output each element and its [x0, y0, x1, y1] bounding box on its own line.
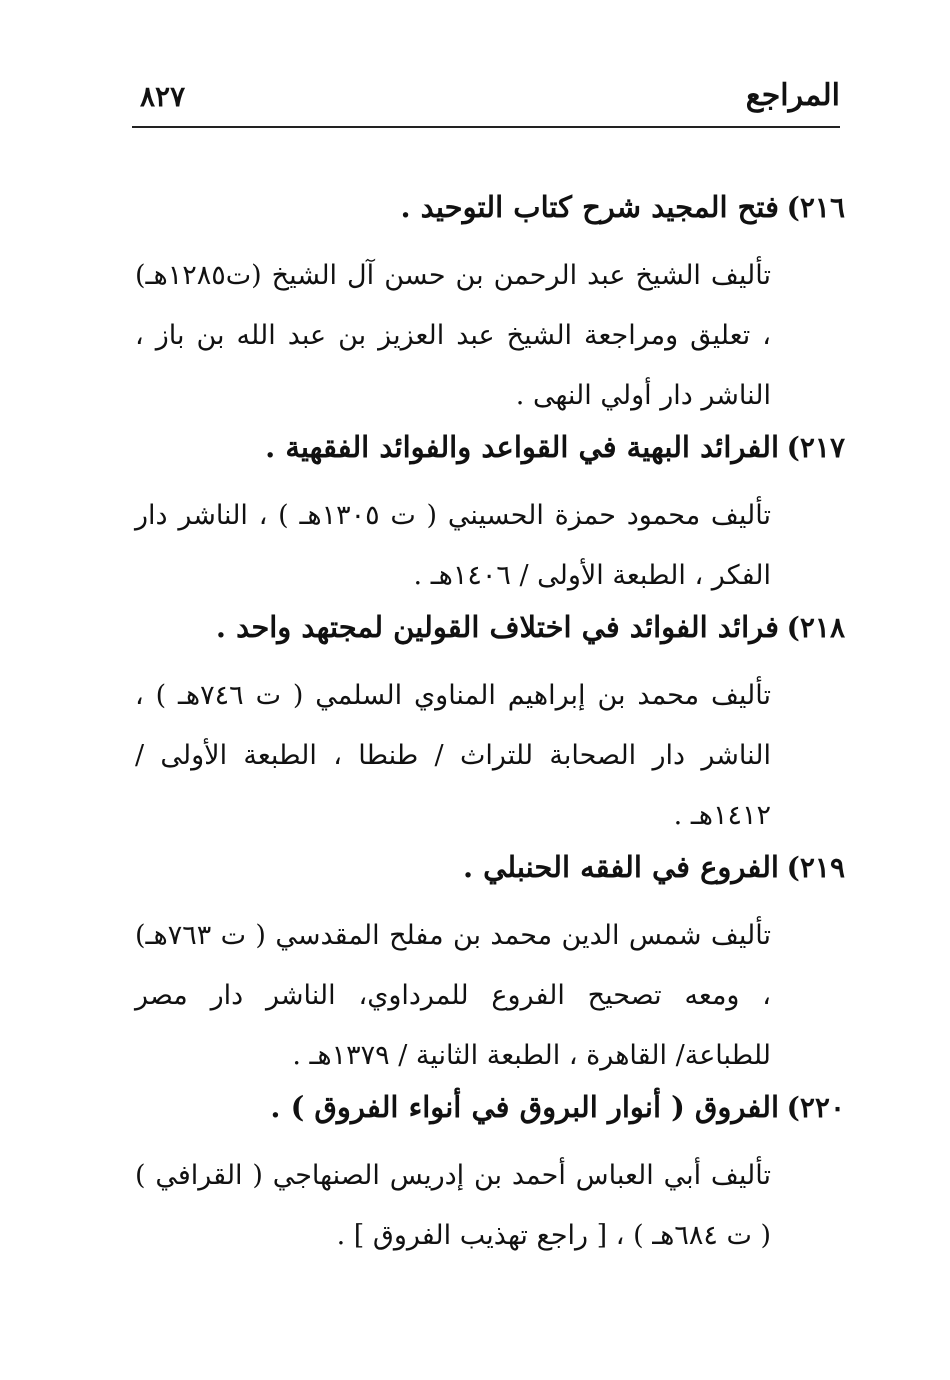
reference-entry	[135, 430, 845, 606]
entry-title: فرائد الفوائد في اختلاف القولين لمجتهد واحد .	[215, 610, 779, 644]
entry-body: تأليف محمود حمزة الحسيني ( ت ١٣٠٥هـ ) ، الناشر دار الفكر ، الطبعة الأولى / ١٤٠٦هـ .	[135, 500, 771, 591]
entry-number: ٢١٩)	[786, 851, 845, 884]
entry-head	[135, 430, 845, 486]
entry-number: ٢١٦)	[786, 191, 845, 224]
entry-body: تأليف الشيخ عبد الرحمن بن حسن آل الشيخ (ت١٢٨٥هـ) ، تعليق ومراجعة الشيخ عبد العزيز بن عبد الله بن باز ، الناشر دار أولي النهى .	[135, 260, 771, 411]
entry-number: ٢١٨)	[786, 611, 845, 644]
running-title: المراجع	[745, 78, 840, 113]
page-number: ٨٢٧	[140, 80, 186, 113]
entry-head	[135, 610, 845, 666]
page-header	[132, 78, 840, 128]
reference-list	[135, 190, 845, 1270]
reference-entry	[135, 850, 845, 1086]
entry-title: الفرائد البهية في القواعد والفوائد الفقهية .	[265, 430, 779, 464]
entry-title: فتح المجيد شرح كتاب التوحيد .	[400, 190, 779, 224]
entry-head	[135, 190, 845, 246]
entry-number: ٢٢٠)	[786, 1091, 845, 1124]
entry-title: الفروع في الفقه الحنبلي .	[462, 850, 779, 884]
entry-body: تأليف محمد بن إبراهيم المناوي السلمي ( ت ٧٤٦هـ ) ، الناشر دار الصحابة للتراث / طنطا ، الطبعة الأولى / ١٤١٢هـ .	[135, 680, 772, 831]
reference-entry	[135, 190, 845, 426]
entry-title: الفروق ( أنوار البروق في أنواء الفروق ) .	[270, 1090, 779, 1124]
entry-head	[135, 850, 845, 906]
entry-body: تأليف أبي العباس أحمد بن إدريس الصنهاجي ( القرافي ) ( ت ٦٨٤هـ ) ، [ راجع تهذيب الفروق ] .	[135, 1160, 771, 1251]
entry-head	[135, 1090, 845, 1146]
reference-entry	[135, 1090, 845, 1266]
entry-body: تأليف شمس الدين محمد بن مفلح المقدسي ( ت ٧٦٣هـ) ، ومعه تصحيح الفروع للمرداوي، الناشر دار مصر للطباعة/ القاهرة ، الطبعة الثانية / ١٣٧٩هـ .	[135, 920, 772, 1071]
reference-entry	[135, 610, 845, 846]
entry-number: ٢١٧)	[786, 431, 845, 464]
